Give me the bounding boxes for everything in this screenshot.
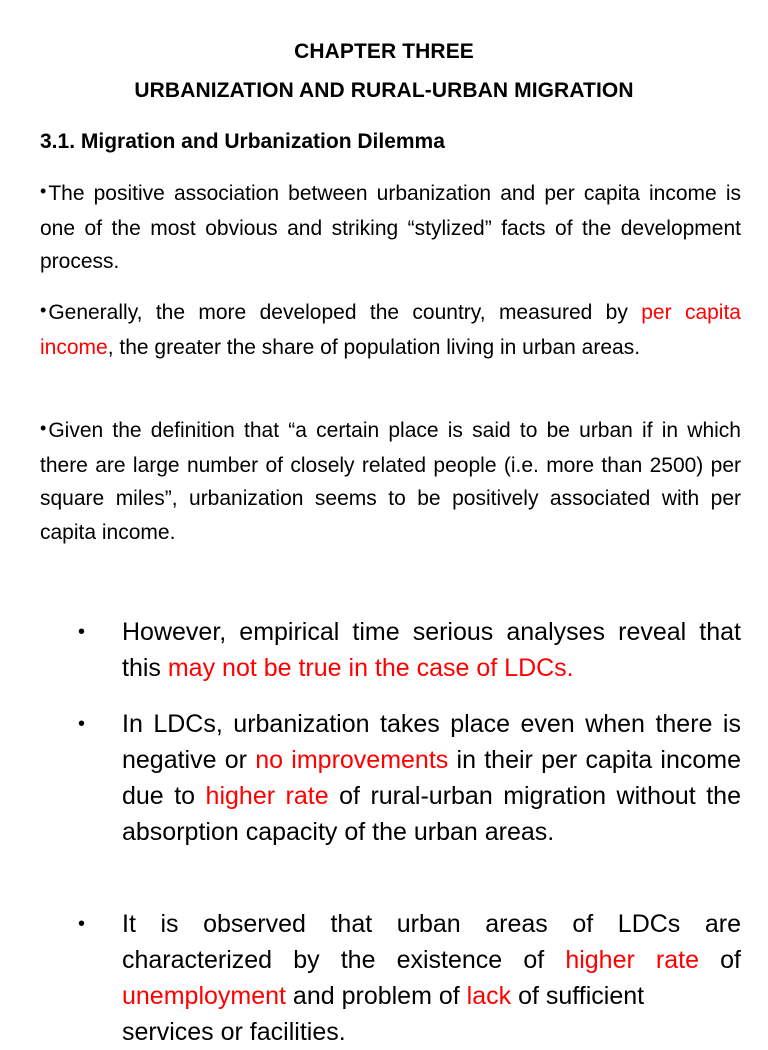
chapter-title: CHAPTER THREE [294, 40, 474, 63]
list-item-1 [122, 614, 741, 686]
paragraph-3 [40, 414, 741, 549]
list-item-text: However, empirical time serious analyses reveal that this [122, 618, 741, 682]
bullet-icon: • [40, 300, 47, 320]
paragraph-2 [40, 296, 741, 364]
list-item-3 [122, 906, 741, 1050]
bullet-icon: • [40, 418, 47, 438]
highlight-text: higher rate [205, 782, 329, 810]
highlight-text: may not be true in the case of LDCs. [167, 654, 574, 682]
paragraph-text: The positive association between urbanization and per capita income is one of the most obvious and striking “stylized” facts of the development process. [40, 182, 741, 273]
highlight-text: higher rate [565, 946, 700, 974]
list-item-2 [122, 706, 741, 850]
chapter-subtitle: URBANIZATION AND RURAL-URBAN MIGRATION [134, 79, 634, 102]
highlight-text: per capita income [40, 301, 741, 359]
bullet-icon: • [78, 713, 86, 735]
paragraph-text: Given the definition that “a certain place is said to be urban if in which there are large number of closely related people (i.e. more than 2500) per square miles”, urbanization seems to be positively associated with per capita income. [40, 419, 741, 544]
section-heading: 3.1. Migration and Urbanization Dilemma [40, 130, 445, 153]
paragraph-text: Generally, the more developed the country, measured by [48, 301, 642, 324]
bullet-icon: • [78, 913, 86, 935]
highlight-text: lack [466, 982, 512, 1010]
list-item-text: of sufficient [511, 982, 645, 1010]
list-item-text: It is observed that urban areas of LDCs are characterized by the existence of [122, 910, 741, 974]
list-item-text: and problem of [285, 982, 467, 1010]
list-item-text: of [699, 946, 741, 974]
list-item-text: of rural-urban migration without the absorption capacity of the urban areas. [122, 782, 741, 846]
highlight-text: no improvements [255, 746, 449, 774]
bullet-icon: • [78, 621, 86, 643]
list-item-text: in their per capita income due to [122, 746, 742, 810]
bullet-icon: • [40, 181, 47, 201]
paragraph-1 [40, 177, 741, 279]
list-item-text: services or facilities. [122, 1018, 346, 1046]
paragraph-text: , the greater the share of population living in urban areas. [107, 335, 641, 359]
highlight-text: unemployment [122, 982, 286, 1010]
list-item-text: In LDCs, urbanization takes place even when there is negative or [122, 710, 741, 774]
